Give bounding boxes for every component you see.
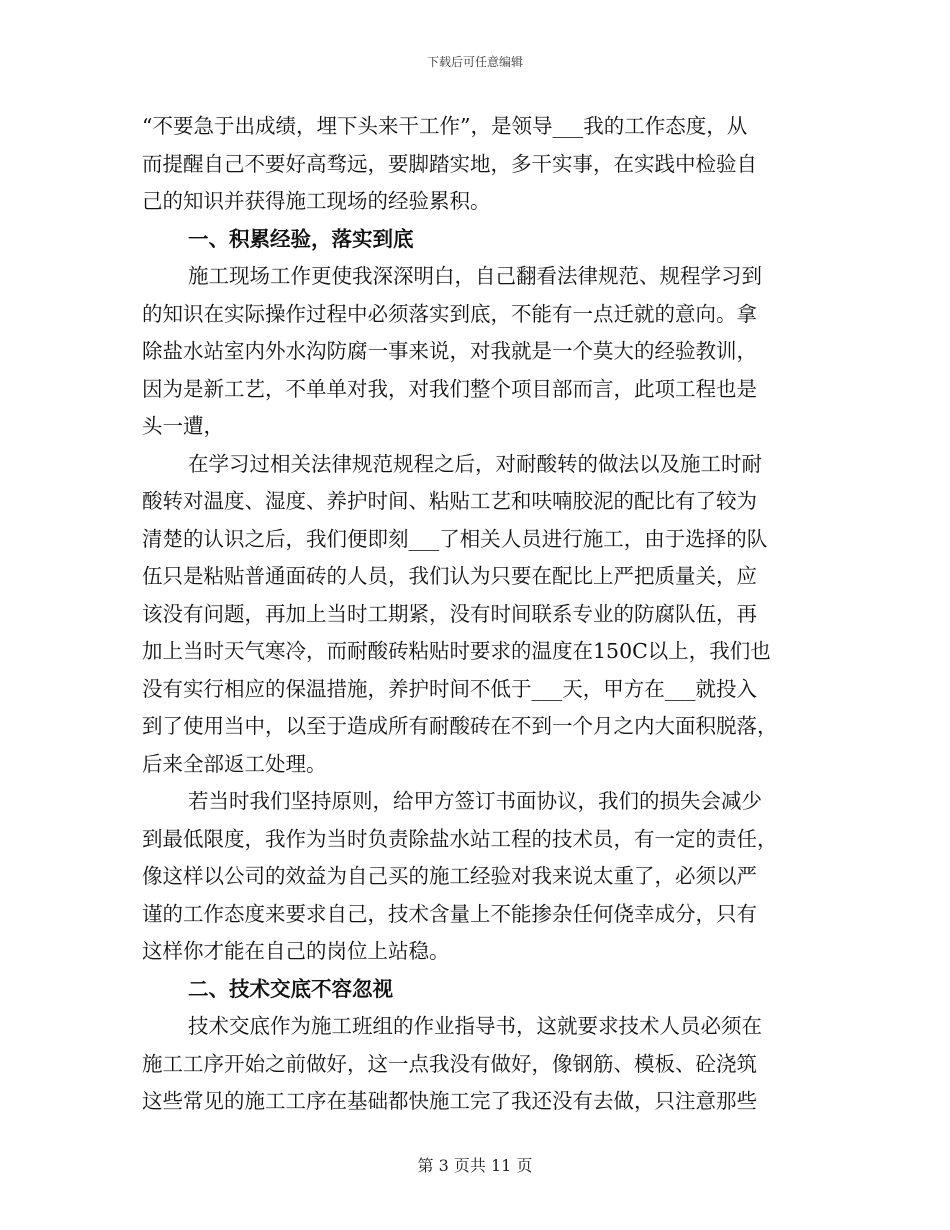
body-line: 技术交底作为施工班组的作业指导书，这就要求技术人员必须在: [188, 1014, 762, 1038]
section-heading: 一、积累经验，落实到底: [188, 226, 414, 251]
body-line: 酸转对温度、湿度、养护时间、粘贴工艺和呋喃胶泥的配比有了较为: [142, 489, 757, 513]
body-line: 若当时我们坚持原则，给甲方签订书面协议，我们的损失会减少: [188, 789, 762, 813]
document-body: [142, 108, 808, 1121]
body-line: 清楚的认识之后，我们便即刻___了相关人员进行施工，由于选择的队: [142, 526, 768, 551]
page-header: 下载后可任意编辑: [426, 55, 523, 69]
body-line: 没有实行相应的保温措施，养护时间不低于___天，甲方在___就投入: [142, 676, 757, 701]
body-line: 的知识在实际操作过程中必须落实到底，不能有一点迁就的意向。拿: [142, 301, 757, 326]
body-line: 施工现场工作更使我深深明白，自己翻看法律规范、规程学习到: [188, 264, 762, 288]
body-line: 谨的工作态度来要求自己，技术含量上不能掺杂任何侥幸成分，只有: [142, 901, 757, 926]
body-line: 该没有问题，再加上当时工期紧，没有时间联系专业的防腐队伍，再: [142, 601, 757, 626]
body-line: 这些常见的施工工序在基础都快施工完了我还没有去做，只注意那些: [142, 1089, 757, 1113]
body-line: 在学习过相关法律规范规程之后，对耐酸转的做法以及施工时耐: [188, 451, 762, 476]
body-line: 己的知识并获得施工现场的经验累积。: [142, 189, 491, 213]
page-number: 第 3 页共 11 页: [417, 1156, 533, 1175]
section-heading: 二、技术交底不容忽视: [188, 976, 393, 1001]
body-line: 像这样以公司的效益为自己买的施工经验对我来说太重了，必须以严: [142, 864, 757, 888]
body-line: “不要急于出成绩，埋下头来干工作”，是领导___我的工作态度，从: [142, 114, 748, 138]
body-line: 这样你才能在自己的岗位上站稳。: [142, 939, 450, 963]
body-line: 头一遭，: [142, 414, 224, 438]
body-line: 后来全部返工处理。: [142, 751, 327, 776]
body-line: 施工工序开始之前做好，这一点我没有做好，像钢筋、模板、砼浇筑: [142, 1051, 757, 1076]
body-line: 除盐水站室内外水沟防腐一事来说，对我就是一个莫大的经验教训，: [142, 339, 757, 363]
body-line: 因为是新工艺，不单单对我，对我们整个项目部而言，此项工程也是: [142, 376, 757, 401]
body-line: 而提醒自己不要好高骛远，要脚踏实地，多干实事，在实践中检验自: [142, 151, 757, 176]
body-line: 到最低限度，我作为当时负责除盐水站工程的技术员，有一定的责任，: [142, 826, 778, 851]
body-line: 伍只是粘贴普通面砖的人员，我们认为只要在配比上严把质量关，应: [142, 564, 757, 588]
body-line: 加上当时天气寒冷，而耐酸砖粘贴时要求的温度在150C以上，我们也: [142, 639, 771, 663]
body-line: 到了使用当中，以至于造成所有耐酸砖在不到一个月之内大面积脱落，: [142, 714, 778, 738]
